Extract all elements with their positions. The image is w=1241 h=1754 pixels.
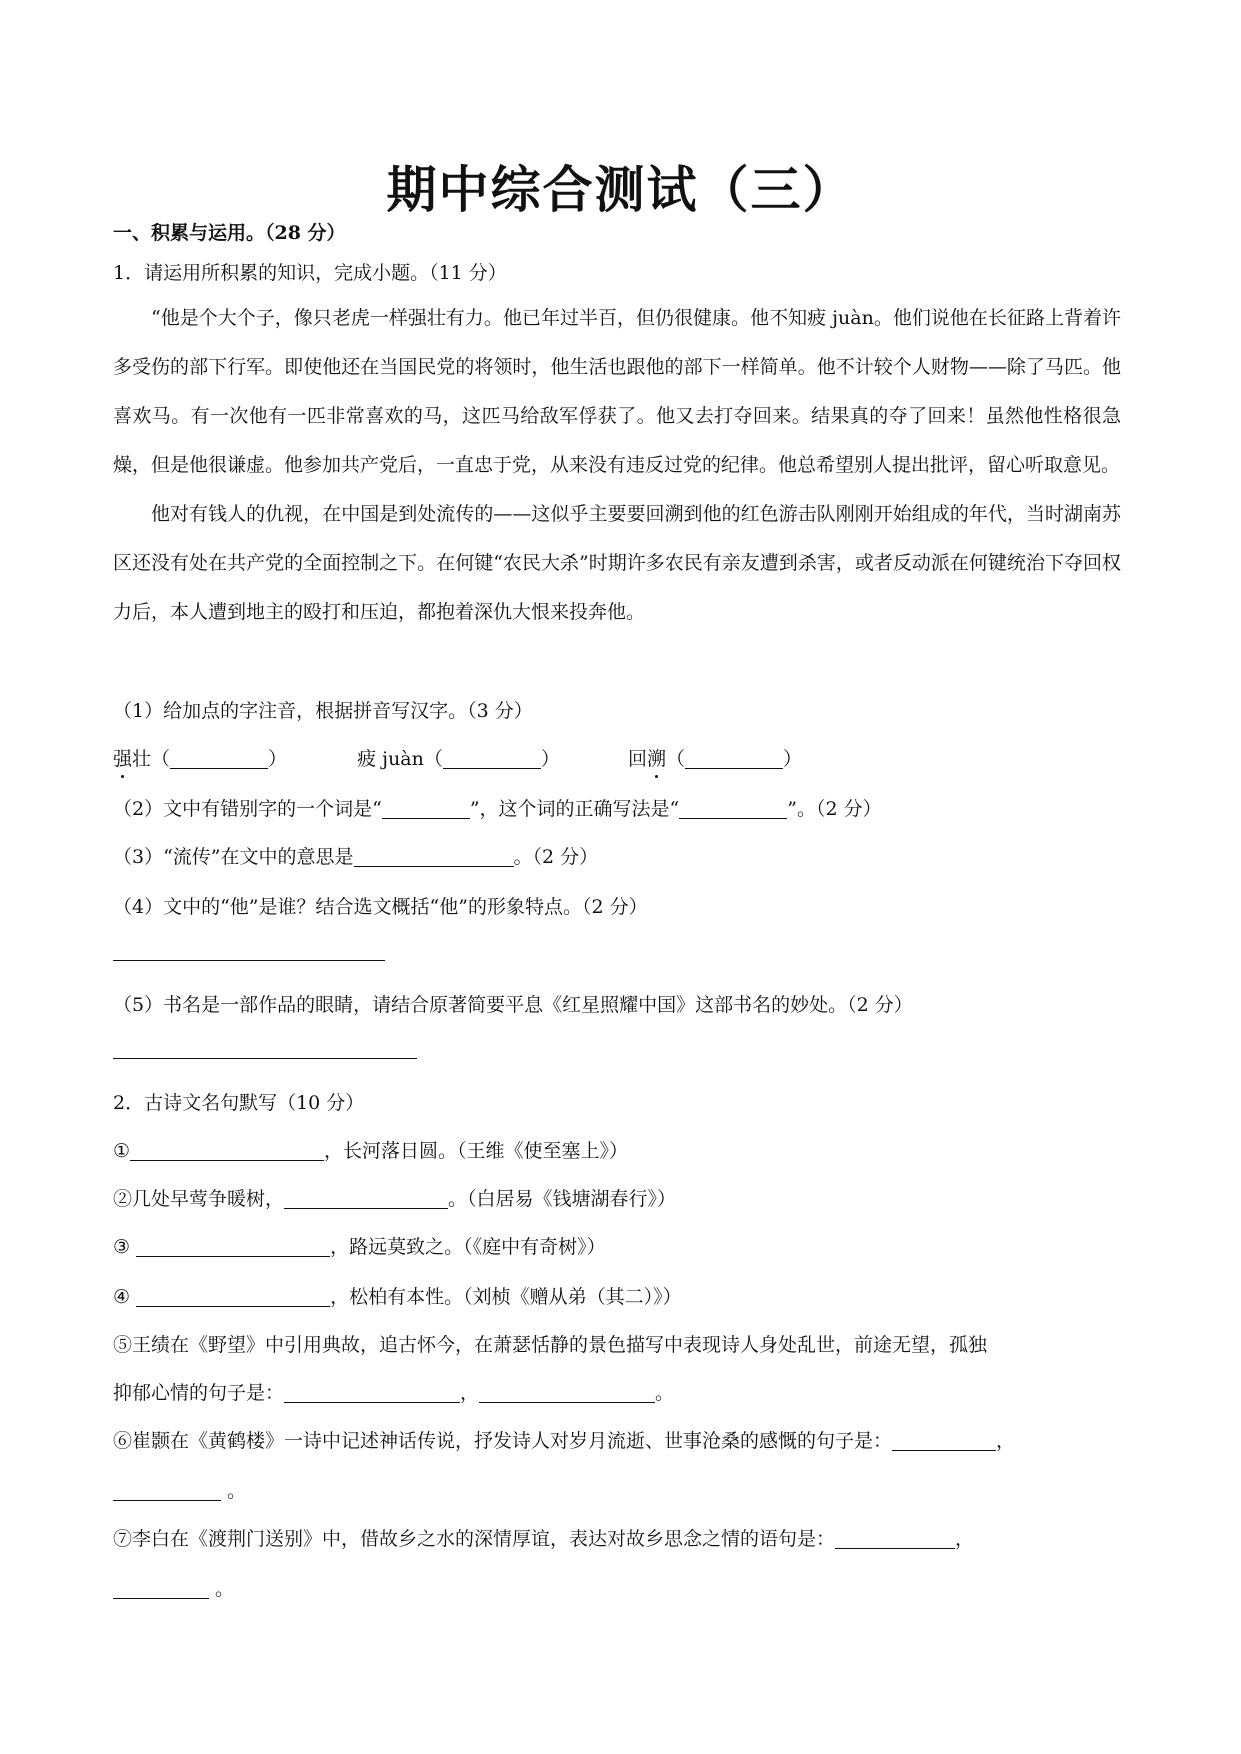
recitation-item-3 xyxy=(113,1232,606,1259)
answer-blank[interactable] xyxy=(284,1188,448,1209)
answer-blank[interactable] xyxy=(284,1382,460,1403)
period: 。 xyxy=(221,1480,247,1502)
item-3-number: ③ xyxy=(113,1236,137,1258)
item-3-text: ，路远莫致之。（《庭中有奇树》） xyxy=(330,1236,606,1258)
sub-question-1: （1）给加点的字注音，根据拼音写汉字。（3 分） xyxy=(113,700,533,722)
sub2-text-b: ”，这个词的正确写法是“ xyxy=(469,798,680,820)
paren-close: ） xyxy=(268,748,288,770)
period: 。 xyxy=(209,1578,235,1600)
answer-blank[interactable] xyxy=(170,748,268,769)
answer-line[interactable] xyxy=(113,960,385,961)
answer-blank[interactable] xyxy=(835,1528,955,1549)
recitation-item-4 xyxy=(113,1282,682,1309)
paren-close: ） xyxy=(540,748,560,770)
answer-blank[interactable] xyxy=(892,1430,996,1451)
answer-blank[interactable] xyxy=(479,1382,655,1403)
passage-paragraph-2: 他对有钱人的仇视，在中国是到处流传的——这似乎主要要回溯到他的红色游击队刚刚开始组成的年代，当时湖南苏区还没有处在共产党的全面控制之下。在何键“农民大杀”时期许多农民有亲友遭到杀害，或者反动派在何键统治下夺回权力后，本人遭到地主的殴打和压迫，都抱着深仇大恨来投奔他。 xyxy=(113,503,1121,623)
item-4-number: ④ xyxy=(113,1286,137,1308)
passage-paragraph-1: “他是个大个子，像只老虎一样强壮有力。他已年过半百，但仍很健康。他不知疲 juàn。他们说他在长征路上背着许多受伤的部下行军。即使他还在当国民党的将领时，他生活也跟他的部下一样简单。他不计较个人财物——除了马匹。他喜欢马。有一次他有一匹非常喜欢的马，这匹马给敌军俘获了。他又去打夺回来。结果真的夺了回来！虽然他性格很急燥，但是他很谦虚。他参加共产党后，一直忠于党，从来没有违反过党的纪律。他总希望别人提出批评，留心听取意见。 xyxy=(113,307,1121,476)
sub2-text-a: （2）文中有错别字的一个词是“ xyxy=(113,798,382,820)
pinyin-row xyxy=(113,744,802,771)
question-2-stem: 2．古诗文名句默写（10 分） xyxy=(113,1092,365,1114)
answer-line[interactable] xyxy=(113,1058,417,1059)
recitation-item-7-line-1 xyxy=(113,1524,974,1551)
item-4-text: ，松柏有本性。（刘桢《赠从弟（其二）》） xyxy=(330,1286,682,1308)
answer-blank[interactable] xyxy=(113,1480,221,1501)
answer-blank[interactable] xyxy=(113,1578,209,1599)
recitation-item-2 xyxy=(113,1184,676,1211)
sub-question-4: （4）文中的“他”是谁？结合选文概括“他”的形象特点。（2 分） xyxy=(113,896,648,918)
item-2-text-b: 。（白居易《钱塘湖春行》） xyxy=(448,1188,677,1210)
paren-close: ） xyxy=(783,748,803,770)
recitation-item-6-line-2 xyxy=(113,1476,246,1503)
comma: ， xyxy=(955,1528,975,1550)
word-3-label: （ xyxy=(666,748,686,770)
recitation-item-5-line-1: ⑤王绩在《野望》中引用典故，追古怀今，在萧瑟恬静的景色描写中表现诗人身处乱世，前途无望，孤独 xyxy=(113,1334,988,1356)
recitation-item-6-line-1 xyxy=(113,1426,1015,1453)
word-1-label: 壮（ xyxy=(132,748,171,770)
recitation-item-1 xyxy=(113,1136,628,1163)
answer-blank[interactable] xyxy=(443,748,541,769)
comma: ， xyxy=(460,1382,480,1404)
page-title: 期中综合测试（三） xyxy=(386,160,855,219)
answer-blank[interactable] xyxy=(679,798,787,819)
sub-question-2 xyxy=(113,794,882,821)
sub3-text-b: 。（2 分） xyxy=(513,846,599,868)
item-2-text-a: ②几处早莺争暖树， xyxy=(113,1188,285,1210)
item-7-text: ⑦李白在《渡荆门送别》中，借故乡之水的深情厚谊，表达对故乡思念之情的语句是： xyxy=(113,1528,836,1550)
answer-blank[interactable] xyxy=(130,1140,324,1161)
item-1-text: ，长河落日圆。（王维《使至塞上》） xyxy=(324,1140,629,1162)
word-2-label: 疲 juàn（ xyxy=(357,748,443,770)
comma: ， xyxy=(996,1430,1016,1452)
item-1-number: ① xyxy=(113,1140,131,1162)
answer-blank[interactable] xyxy=(136,1286,330,1307)
section-heading: 一、积累与运用。（28 分） xyxy=(113,222,346,244)
sub3-text-a: （3）“流传”在文中的意思是 xyxy=(113,846,354,868)
dotted-char: 强 xyxy=(113,748,133,770)
answer-blank[interactable] xyxy=(354,846,514,867)
item-5-text: 抑郁心情的句子是： xyxy=(113,1382,285,1404)
answer-blank[interactable] xyxy=(685,748,783,769)
reading-passage xyxy=(113,294,1121,637)
word-3-prefix: 回 xyxy=(627,748,647,770)
item-6-text: ⑥崔颢在《黄鹤楼》一诗中记述神话传说，抒发诗人对岁月流逝、世事沧桑的感慨的句子是： xyxy=(113,1430,893,1452)
recitation-item-7-line-2 xyxy=(113,1574,234,1601)
dotted-char: 溯 xyxy=(647,748,667,770)
sub2-text-c: ”。（2 分） xyxy=(787,798,882,820)
recitation-item-5-line-2 xyxy=(113,1378,674,1405)
answer-blank[interactable] xyxy=(382,798,470,819)
sub-question-5: （5）书名是一部作品的眼睛，请结合原著简要平息《红星照耀中国》这部书名的妙处。（2 分） xyxy=(113,994,913,1016)
period: 。 xyxy=(655,1382,675,1404)
answer-blank[interactable] xyxy=(136,1236,330,1257)
sub-question-3 xyxy=(113,842,598,869)
question-1-stem: 1．请运用所积累的知识，完成小题。（11 分） xyxy=(113,262,507,284)
